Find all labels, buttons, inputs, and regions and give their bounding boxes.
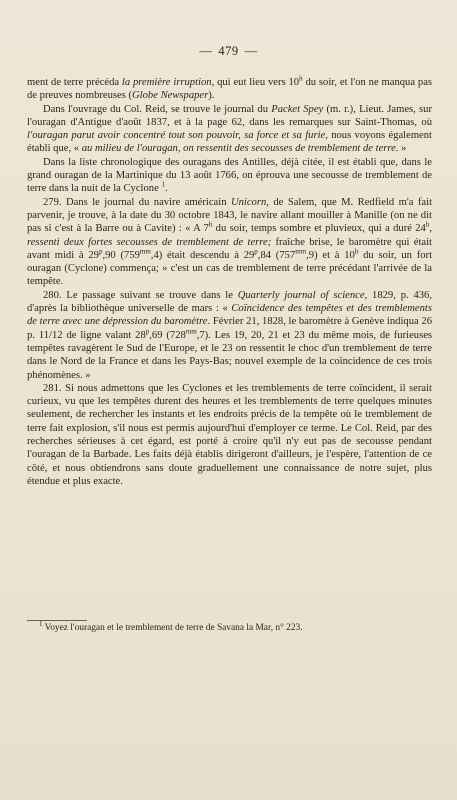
text-run: Dans la liste chronologique des ouragans des Antilles, déjà citée, il est établi que, dans le grand ouragan de la Martinique du 13 août 1766, on éprouva une secousse de tremblement de terre dans la nuit de la Cyclone — [27, 156, 432, 195]
paragraph-p4 — [27, 289, 432, 382]
italic-run: Coïncidence des tempêtes et des tremblements de terre avec une dépression du baromètre — [27, 303, 432, 328]
text-run: (m. r.), Lieut. James, sur l'ouragan d'Antigue d'août 1837, et à la page 62, dans les remarques sur Saint-Thomas, où — [27, 103, 432, 128]
superscript: mm — [185, 327, 197, 336]
text-run: de ligne valant 28 — [62, 329, 146, 341]
text-run: 281. Si nous admettons que les Cyclones et les tremblements de terre coïncident, il serait curieux, vu que les tempêtes durent des heures et les tremblements de terre quelques minutes seulement, de rechercher les instants et les endroits précis de la tempête où le tremblement de terre fait explosion, s'il nous est permis aujourd'hui d'employer ce terme. Le Col. Reid, par des recherches sérieuses à cet égard, est porté à croire qu'il n'y eut pas de secousse pendant l'ouragan de la Barbade. Les faits déjà établis dirigeront d'ailleurs, je l'espère, l'attention de ce côté, et nous obtiendrons sans doute graduellement une connaissance de notre sujet, plus étendue et plus exacte. — [27, 382, 432, 487]
text-run: , — [429, 223, 432, 235]
italic-run: au milieu de l'ouragan, on ressentit des secousses de tremblement de terre. — [81, 143, 399, 155]
paragraph-p3 — [27, 196, 432, 289]
footnote-rule — [27, 620, 87, 621]
fraction: 11/12 — [38, 329, 63, 341]
page-header — [0, 44, 457, 59]
superscript: 1 — [161, 180, 165, 189]
paragraph-p2 — [27, 156, 432, 196]
superscript: h — [208, 220, 213, 229]
text-run: » — [398, 143, 407, 155]
italic-run: ressenti deux fortes secousses de tremblement de terre; — [27, 236, 272, 248]
superscript: mm — [295, 247, 307, 256]
superscript: h — [354, 247, 359, 256]
italic-run: Quarterly journal of science — [237, 289, 365, 301]
text-run: ). — [208, 90, 215, 102]
text-run: 280. Le passage suivant se trouve dans le — [43, 289, 238, 301]
superscript: h — [425, 220, 430, 229]
text-run: du soir, temps sombre et pluvieux, qui a duré 24 — [212, 223, 426, 235]
italic-run: Packet Spey — [271, 103, 324, 115]
superscript: p — [145, 327, 150, 336]
text-run: , de Salem, que M. Redfield m'a fait parvenir, je trouve, à la date du 30 octobre 1843, le navire allant mouiller à Manille (on ne dit pas si c'est à la Barre ou à Cavite) : « A 7 — [27, 196, 433, 235]
text-run: Dans l'ouvrage du Col. Reid, se trouve le journal du — [43, 103, 272, 115]
text-run: du soir, un fort ouragan (Cyclone) commença; » c'est un cas de tremblement de terre précédant l'arrivée de la tempête. — [27, 249, 433, 288]
body-text — [27, 76, 432, 488]
footnote — [27, 619, 432, 634]
superscript: p — [254, 247, 258, 256]
header-dash-left: — — [199, 44, 213, 58]
text-run: ,9) et à 10 — [306, 249, 355, 261]
text-run: 279. Dans le journal du navire américain — [43, 196, 231, 208]
italic-run: Globe Newspaper — [132, 90, 209, 102]
superscript: h — [299, 74, 303, 83]
text-run: ,69 (728 — [149, 329, 186, 341]
superscript: mm — [139, 247, 151, 256]
text-run: , nous voyons également établi que, « — [27, 130, 432, 155]
text-run: fraîche brise, le baromètre qui était avant midi à 29 — [27, 236, 432, 261]
paragraph-p5 — [27, 382, 432, 488]
text-run: ,84 (757 — [257, 249, 296, 261]
paragraph-p1 — [27, 103, 432, 156]
footnote-text: Voyez l'ouragan et le tremblement de terre de Savana la Mar, n° 223. — [42, 623, 303, 633]
text-run: ,90 (759 — [102, 249, 140, 261]
italic-run: l'ouragan parut avoir concentré tout son pouvoir, sa force et sa furie — [27, 130, 326, 142]
page-number: 479 — [218, 44, 239, 58]
text-run: . Février 21, 1828, le baromètre à Genève indiqua 26 p. — [27, 316, 432, 341]
text-run: ,4) était descendu à 29 — [150, 249, 255, 261]
text-run: ment de terre précéda — [27, 77, 122, 88]
footnote-marker: 1 — [39, 619, 43, 628]
text-run: . — [164, 183, 168, 195]
italic-run: la première irruption — [121, 77, 212, 88]
paragraph-p0 — [27, 76, 432, 103]
text-run: , 1829, p. 436, d'après la bibliothèque universelle de mars : « — [27, 289, 432, 315]
text-run: , qui eut lieu vers 10 — [211, 77, 300, 88]
text-run: ,7). Les 19, 20, 21 et 23 du même mois, de furieuses tempêtes ravagèrent le Sud de l'Europe, et le 23 on ressentit le choc d'un tremblement de terre dans le Nord de la France et dans les Pays-Bas; nouvel exemple de la coïncidence de ces trois phénomènes. » — [27, 329, 433, 381]
superscript: p — [98, 247, 103, 256]
italic-run: Unicorn — [230, 196, 267, 208]
text-run: du soir, et l'on ne manqua pas de preuves nombreuses ( — [27, 77, 433, 102]
header-dash-right: — — [244, 44, 258, 58]
